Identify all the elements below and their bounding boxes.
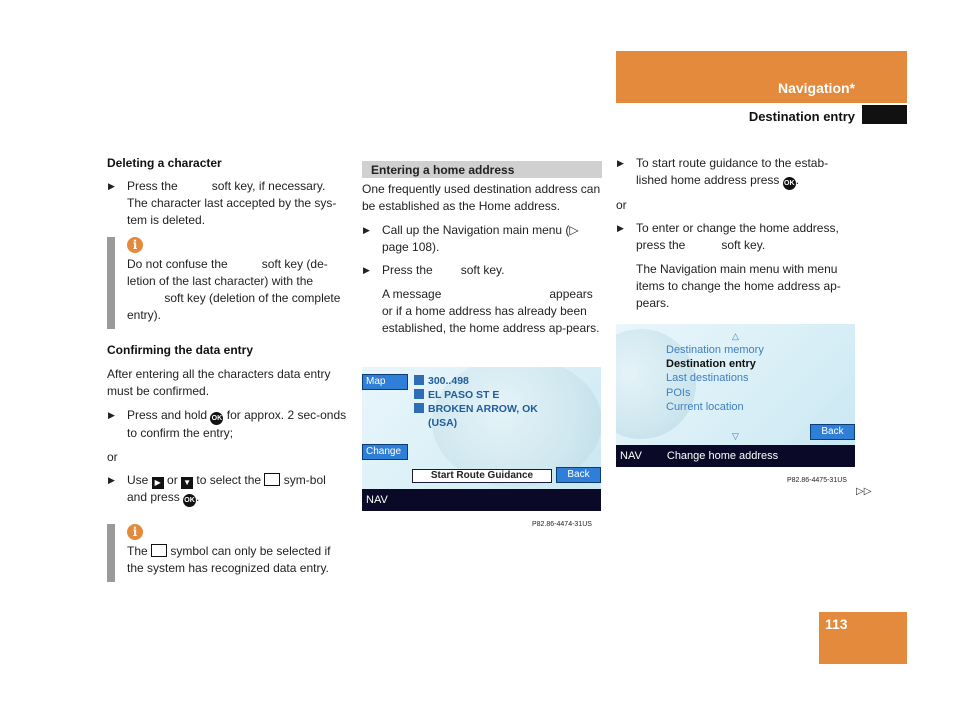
note2-b: symbol can only be selected if the system has recognized data entry. (127, 544, 331, 575)
press-hold-instruction (107, 407, 347, 442)
confirm-paragraph: After entering all the characters data entry must be confirmed. (107, 367, 331, 398)
city-icon (414, 403, 424, 413)
section-title: Entering a home address (362, 161, 602, 178)
nav-bar (362, 489, 601, 511)
change-home-b: soft key. (721, 238, 766, 252)
note1-a: Do not confuse the (127, 257, 228, 271)
down-arrow-key-icon: ▼ (181, 477, 193, 489)
menu-item-current-location[interactable]: Current location (666, 401, 744, 413)
note1-b: soft key (de-letion of the last character) with the (127, 257, 328, 288)
back-softkey[interactable]: Back (810, 424, 855, 440)
info-icon: i (127, 524, 347, 543)
msg-a: A message (382, 287, 442, 301)
street-icon (414, 389, 424, 399)
addr-line2: EL PASO ST E (428, 389, 500, 401)
subtitle-marker (862, 105, 907, 124)
chapter-title: Navigation* (777, 80, 855, 96)
delete-text-a: Press the (127, 179, 178, 193)
ok-button-icon: OK (210, 412, 223, 425)
ok-button-icon: OK (783, 177, 796, 190)
note2-text (127, 543, 347, 577)
nav-label: NAV (366, 494, 388, 506)
ok-button-icon: OK (183, 494, 196, 507)
use-a: Use (127, 473, 149, 487)
press-hold-b: for approx. 2 sec-onds to confirm the entry; (127, 408, 347, 440)
menu-item-destination-memory[interactable]: Destination memory (666, 344, 764, 356)
message-paragraph (362, 286, 602, 337)
address-country: (USA) (428, 417, 458, 429)
menu-item-last-destinations[interactable]: Last destinations (666, 372, 749, 384)
middle-column (362, 161, 602, 337)
enter-symbol-icon (264, 473, 280, 486)
right-column (616, 155, 856, 312)
continue-mark: ▷▷ (856, 486, 872, 497)
delete-text-b: soft key, if necessary. The character last accepted by the sys-tem is deleted. (127, 179, 337, 227)
page-number: 113 (819, 612, 907, 664)
addr-line3: BROKEN ARROW, OK (428, 403, 538, 415)
figure-caption: P82.86-4475-31US (787, 477, 847, 484)
step2-b: soft key. (460, 263, 505, 277)
note-bar (107, 524, 115, 582)
or-label: or (616, 198, 627, 212)
note-bar (107, 237, 115, 329)
note1-text (127, 256, 347, 324)
nav-bar (616, 445, 855, 467)
delete-instruction (107, 178, 347, 229)
menu-item-pois[interactable]: POIs (666, 387, 691, 399)
deleting-heading: Deleting a character (107, 156, 222, 170)
change-home-instruction (616, 220, 856, 254)
section-subtitle: Destination entry (748, 109, 855, 124)
home-address-screen (362, 367, 601, 511)
scroll-down-icon[interactable]: ▽ (732, 431, 739, 441)
intro-paragraph: One frequently used destination address can be established as the Home address. (362, 182, 601, 213)
confirm-heading: Confirming the data entry (107, 343, 254, 357)
use-or: or (167, 473, 178, 487)
change-home-address-softkey[interactable]: Change home address (666, 450, 779, 462)
info-note-2 (107, 524, 347, 582)
step2-a: Press the (382, 263, 433, 277)
msg-b: appears or if a home address has already been established, the home address ap-pears. (382, 287, 600, 335)
change-home-a: To enter or change the home address, press the (636, 221, 839, 252)
info-icon: i (127, 237, 347, 256)
addr-line1: 300..498 (428, 375, 469, 387)
nav-main-menu-screen (616, 324, 855, 467)
use-b: to select the (196, 473, 262, 487)
map-softkey[interactable]: Map (362, 374, 408, 390)
nav-label: NAV (620, 450, 642, 462)
menu-appears-paragraph: The Navigation main menu with menu items to change the home address ap-pears. (636, 262, 841, 310)
use-c: sym-bol and press (127, 473, 326, 504)
house-number-icon (414, 375, 424, 385)
step-press-softkey (362, 262, 602, 279)
info-note-1 (107, 237, 347, 329)
right-arrow-key-icon: ▶ (152, 477, 164, 489)
left-column (107, 155, 347, 582)
menu-item-destination-entry[interactable]: Destination entry (666, 358, 756, 370)
start-route-guidance-button[interactable]: Start Route Guidance (412, 469, 552, 483)
or-label: or (107, 450, 118, 464)
scroll-up-icon[interactable]: △ (732, 331, 739, 341)
press-hold-a: Press and hold (127, 408, 208, 422)
use-instruction: ▶ Use ▶ or ▼ to select the sym-bol and press OK. (107, 472, 347, 507)
enter-symbol-icon (151, 544, 167, 557)
step-call-up: ▶ Call up the Navigation main menu (▷ page 108). (362, 222, 602, 256)
change-softkey[interactable]: Change (362, 444, 408, 460)
header-band (616, 51, 907, 103)
back-softkey[interactable]: Back (556, 467, 601, 483)
note2-a: The (127, 544, 148, 558)
figure-caption: P82.86-4474-31US (532, 521, 592, 528)
start-guidance-instruction: ▶ To start route guidance to the estab-lished home address press OK. (616, 155, 856, 190)
note1-c: soft key (deletion of the complete entry). (127, 291, 341, 322)
start-guidance-text: To start route guidance to the estab-lished home address press (636, 156, 829, 187)
